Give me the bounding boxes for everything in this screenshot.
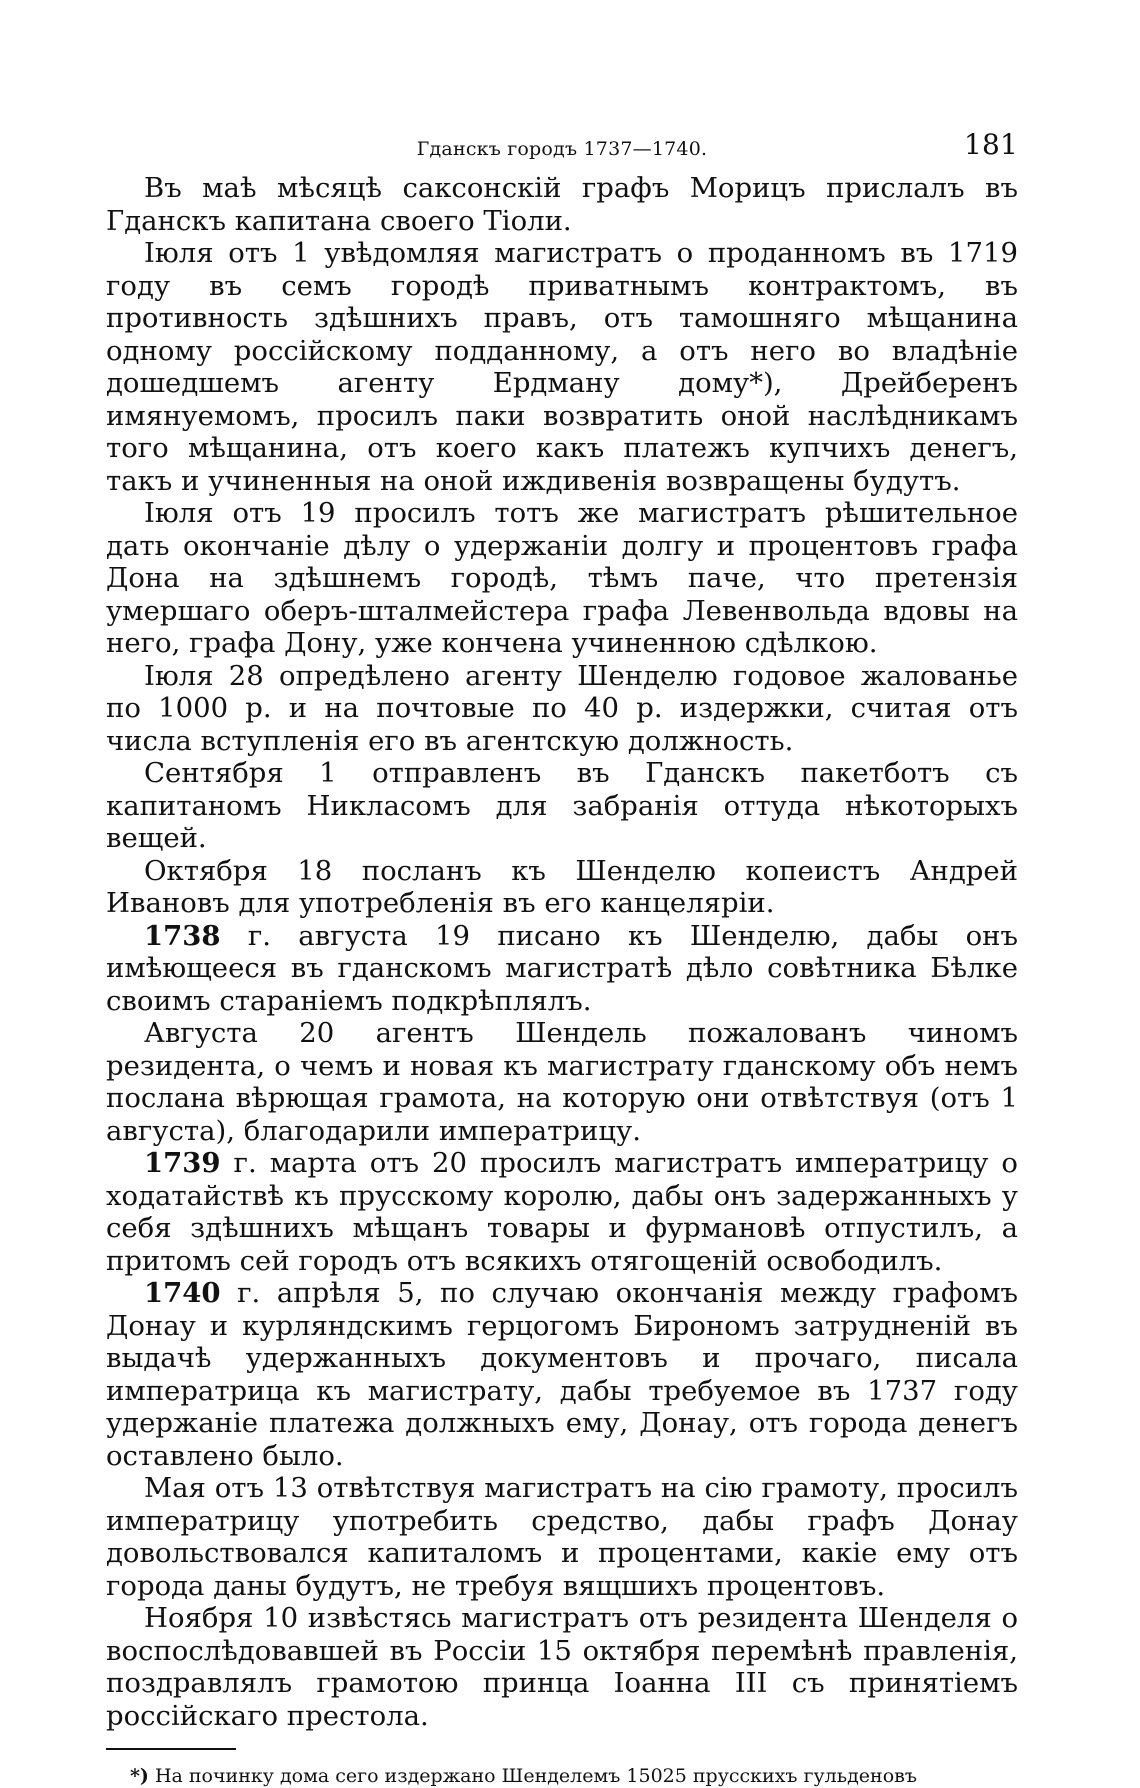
- paragraph: 1739 г. марта отъ 20 просилъ магистратъ императрицу о ходатайствѣ къ прусскому королю, дабы онъ задержанныхъ у себя здѣшнихъ мѣщанъ товары и фурмановѣ отпустилъ, а притомъ сей городъ отъ всякихъ отягощеній освободилъ.: [106, 1147, 1018, 1277]
- paragraph: Въ маѣ мѣсяцѣ саксонскій графъ Морицъ прислалъ въ Гданскъ капитана своего Тіоли.: [106, 172, 1018, 237]
- paragraph: Іюля 28 опредѣлено агенту Шенделю годовое жалованье по 1000 р. и на почтовые по 40 р. издержки, считая отъ числа вступленія его въ агентскую должность.: [106, 659, 1018, 757]
- paragraph: Іюля отъ 19 просилъ тотъ же магистратъ рѣшительное дать окончаніе дѣлу о удержаніи долгу и процентовъ графа Дона на здѣшнемъ городѣ, тѣмъ паче, что претензія умершаго оберъ-шталмейстера графа Левенвольда вдовы на него, графа Дону, уже кончена учиненною сдѣлкою.: [106, 497, 1018, 659]
- document-page: [106, 128, 1018, 1788]
- footnote-text: На починку дома сего издержано Шенделемъ 15025 прусскихъ гульденовъ: [154, 1765, 917, 1787]
- year-heading: 1738: [144, 919, 221, 952]
- paragraph: Сентября 1 отправленъ въ Гданскъ пакетботъ съ капитаномъ Никласомъ для забранія оттуда нѣкоторыхъ вещей.: [106, 757, 1018, 854]
- paragraph: Мая отъ 13 отвѣтствуя магистратъ на сію грамоту, просилъ императрицу употребить средство, дабы графъ Донау довольствовался капиталомъ и процентами, какіе ему отъ города даны будутъ, не требуя вящшихъ процентовъ.: [106, 1472, 1018, 1602]
- running-head: [106, 128, 1018, 172]
- running-head-title: Гданскъ городъ 1737—1740.: [416, 138, 708, 160]
- paragraph: Октября 18 посланъ къ Шенделю копеистъ Андрей Ивановъ для употребленія въ его канцеляріи.: [106, 854, 1018, 919]
- footnote-divider: [106, 1748, 236, 1750]
- year-heading: 1740: [144, 1277, 221, 1309]
- paragraph: Августа 20 агентъ Шендель пожалованъ чиномъ резидента, о чемъ и новая къ магистрату гданскому объ немъ послана вѣрющая грамота, на которую они отвѣтствуя (отъ 1 августа), благодарили императрицу.: [106, 1017, 1018, 1147]
- year-heading: 1739: [144, 1147, 221, 1179]
- paragraph: Іюля отъ 1 увѣдомляя магистратъ о проданномъ въ 1719 году въ семъ городѣ приватнымъ контрактомъ, въ противность здѣшнихъ правъ, отъ тамошняго мѣщанина одному россійскому подданному, а отъ него во владѣніе дошедшемъ агенту Ердману дому*), Дрейберенъ имянуемомъ, просилъ паки возвратить оной наслѣдникамъ того мѣщанина, отъ коего какъ платежъ купчихъ денегъ, такъ и учиненныя на оной иждивенія возвращены будутъ.: [106, 237, 1018, 497]
- page-number: 181: [963, 128, 1018, 161]
- footnote: [106, 1764, 1018, 1788]
- body-text: [106, 172, 1018, 1732]
- paragraph: Ноября 10 извѣстясь магистратъ отъ резидента Шенделя о воспослѣдовавшей въ Россіи 15 октября перемѣнѣ правленія, поздравлялъ грамотою принца Іоанна III съ принятіемъ россійскаго престола.: [106, 1602, 1018, 1732]
- footnote-mark: *): [130, 1765, 149, 1787]
- paragraph: 1738 г. августа 19 писано къ Шенделю, дабы онъ имѣющееся въ гданскомъ магистратѣ дѣло совѣтника Бѣлке своимъ стараніемъ подкрѣплялъ.: [106, 919, 1018, 1017]
- paragraph: 1740 г. апрѣля 5, по случаю окончанія между графомъ Донау и курляндскимъ герцогомъ Бирономъ затрудненій въ выдачѣ удержанныхъ документовъ и прочаго, писала императрица къ магистрату, дабы требуемое въ 1737 году удержаніе платежа должныхъ ему, Донау, отъ города денегъ оставлено было.: [106, 1277, 1018, 1472]
